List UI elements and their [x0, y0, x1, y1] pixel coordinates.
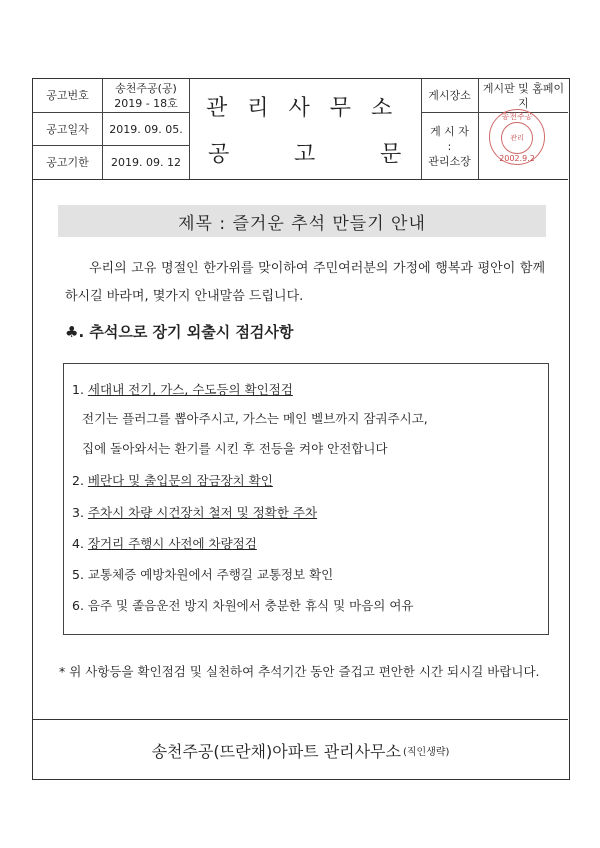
- header-table: [33, 79, 568, 180]
- footer-seal-omitted: (직인생략): [402, 746, 450, 758]
- list-item: 전기는 플러그를 뽑아주시고, 가스는 메인 벨브까지 잠궈주시고,: [82, 411, 428, 426]
- section-title: ♣. 추석으로 장기 외출시 점검사항: [65, 323, 294, 341]
- official-seal-stamp: [489, 109, 545, 165]
- list-item: 4. 장거리 주행시 사전에 차량점검: [72, 536, 257, 551]
- notice-frame: [32, 78, 570, 780]
- posting-place-value: 게시판 및 홈페이지: [479, 79, 568, 113]
- notice-no-value: [103, 79, 190, 113]
- list-item: 6. 음주 및 졸음운전 방지 차원에서 충분한 휴식 및 마음의 여유: [72, 598, 414, 613]
- list-item: 1. 세대내 전기, 가스, 수도등의 확인점검: [72, 382, 293, 397]
- poster-label: 게 시 자: [430, 124, 469, 138]
- stamp-date: 2002.9.2: [499, 154, 535, 163]
- subject-heading: 제목 : 즐거운 추석 만들기 안내: [58, 205, 546, 237]
- list-item: 집에 돌아와서는 환기를 시킨 후 전등을 켜야 안전합니다: [82, 441, 388, 456]
- title-char-2: 고: [294, 142, 316, 167]
- notice-period-label: 공고기한: [33, 146, 103, 179]
- notice-date-value: 2019. 09. 05.: [103, 113, 190, 146]
- footer-office: 송천주공(뜨란채)아파트 관리사무소: [151, 741, 401, 761]
- title-char-3: 문: [380, 142, 402, 167]
- closing-note: * 위 사항등을 확인점검 및 실천하여 추석기간 동안 즐겁고 편안한 시간 되시길 바랍니다.: [59, 664, 540, 679]
- notice-date-label: 공고일자: [33, 113, 103, 146]
- poster-colon: :: [447, 139, 452, 153]
- posting-place-label: 게시장소: [421, 79, 479, 113]
- stamp-inner: 관리: [501, 122, 533, 154]
- checklist-box: [63, 363, 549, 635]
- notice-period-value: 2019. 09. 12: [103, 146, 190, 179]
- title-office: 관리사무소: [206, 96, 413, 121]
- title-char-1: 공: [208, 142, 230, 167]
- title-box: [190, 79, 422, 179]
- intro-paragraph: 우리의 고유 명절인 한가위를 맞이하여 주민여러분의 가정에 행복과 평안이 함께 하시길 바라며, 몇가지 안내말씀 드립니다.: [65, 261, 545, 304]
- poster-value: 관리소장: [428, 154, 471, 168]
- list-item: 2. 베란다 및 출입문의 잠금장치 확인: [72, 473, 273, 488]
- poster-cell: [421, 113, 479, 179]
- list-item: 5. 교통체증 예방차원에서 주행길 교통정보 확인: [72, 567, 334, 582]
- notice-no-label: 공고번호: [33, 79, 103, 113]
- stamp-text: 송천주공: [501, 112, 533, 121]
- list-item: 3. 주차시 차량 시건장치 철저 및 정확한 주차: [72, 505, 318, 520]
- notice-no-value-1: 송천주공(공): [115, 81, 177, 95]
- notice-no-value-2: 2019 - 18호: [114, 96, 178, 110]
- footer-signature: [33, 719, 568, 780]
